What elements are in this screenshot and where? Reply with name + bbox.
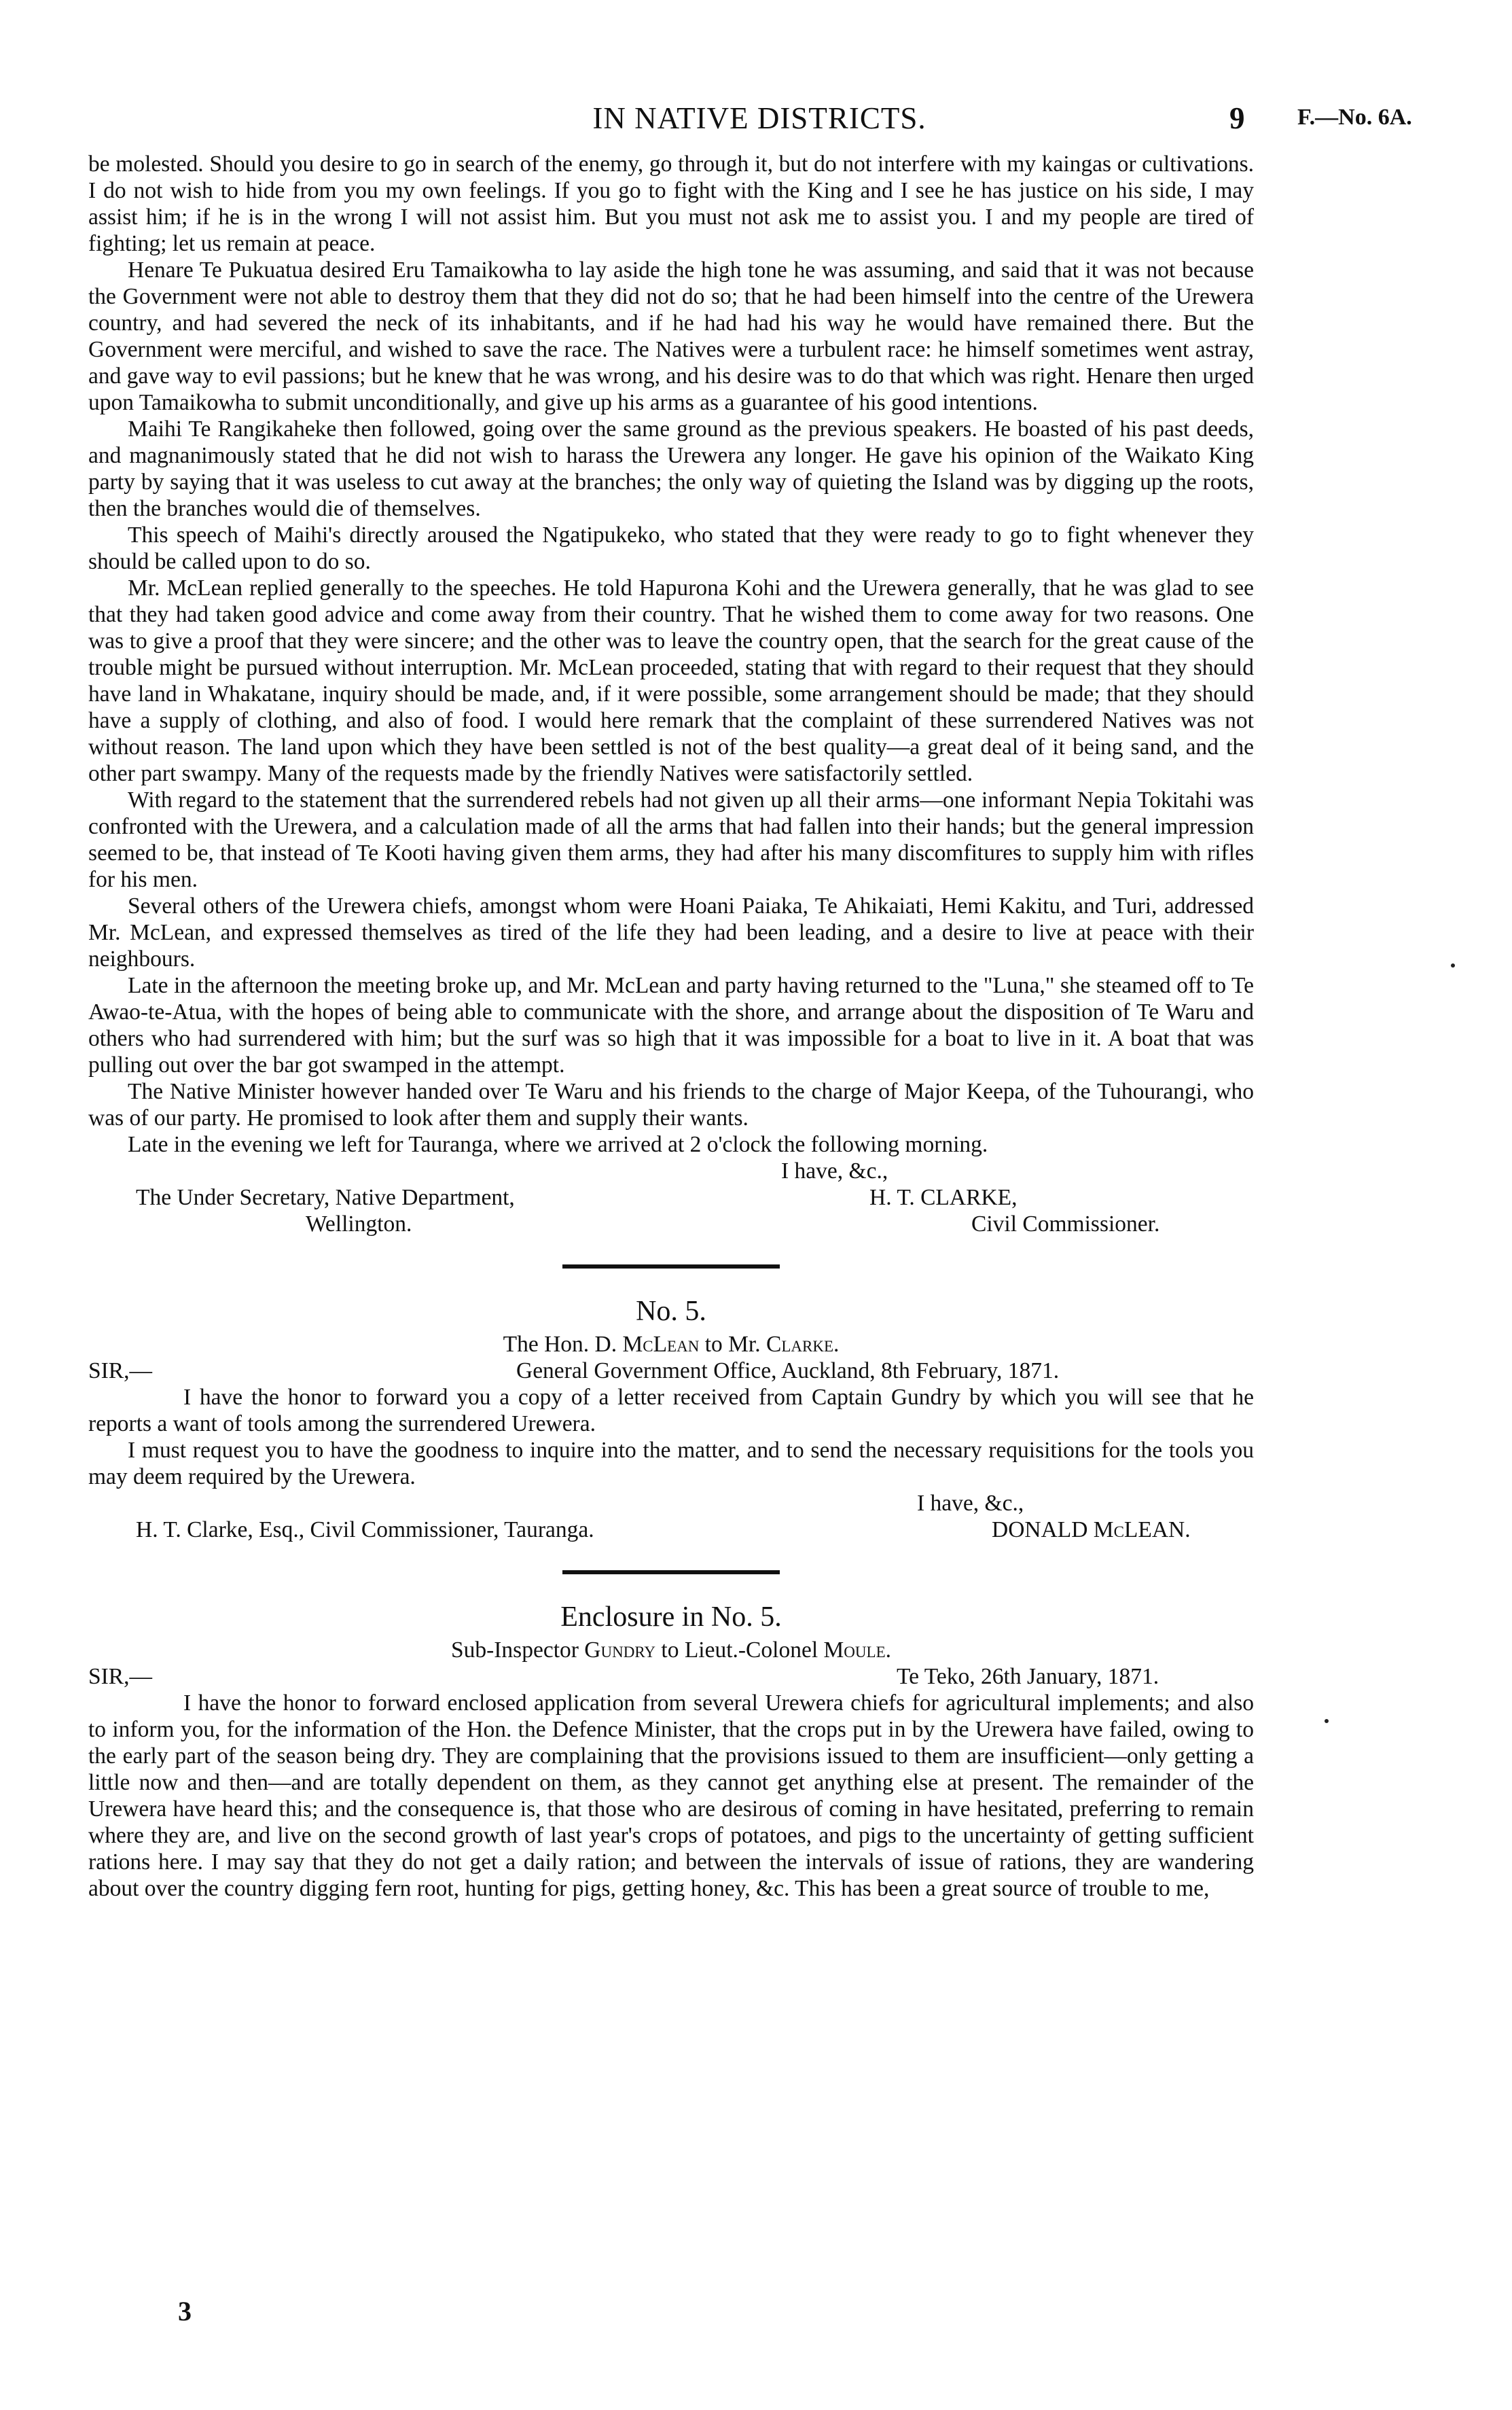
print-speck [1451,963,1455,968]
page-header [88,101,1430,141]
salutation: SIR,— [88,1358,153,1383]
salutation: SIR,— [88,1664,153,1689]
signature-line [88,1211,1254,1237]
paragraph: Late in the afternoon the meeting broke up, and Mr. McLean and party having returned to the "Luna," she steamed off to Te Awao-te-Atua, with the hopes of being able to communicate with the shore, and arrange about the disposition of Te Waru and others who had surrendered with him; but the surf was so high that it was impossible for a boat to live in it. A boat that was pulling out over the bar got swamped in the attempt. [88,973,1254,1078]
paragraph: With regard to the statement that the surrendered rebels had not given up all their arms—one informant Nepia Tokitahi was confronted with the Urewera, and a calculation made of all the arms that had fallen into their hands; but the general impression seemed to be, that instead of Te Kooti having given them arms, they had after his many discomfitures to supply him with rifles for his men. [88,787,1254,892]
closing: I have, &c., [781,1158,888,1184]
subheading-text: . [833,1332,840,1357]
section-divider [562,1264,780,1269]
paragraph: The Native Minister however handed over Te Waru and his friends to the charge of Major Keepa, of the Tuhourangi, who was of our party. He promised to look after them and supply their wants. [88,1079,1254,1131]
print-speck [1325,1719,1329,1723]
addressee: The Under Secretary, Native Department, [136,1185,515,1210]
section-heading: Enclosure in No. 5. [560,1601,782,1633]
paragraph: This speech of Maihi's directly aroused the Ngatipukeko, who stated that they were ready to go to fight whenever they should be called upon to do so. [88,522,1254,574]
parliamentary-reference: F.—No. 6A. [1297,105,1412,130]
addressee: H. T. Clarke, Esq., Civil Commissioner, Tauranga. [136,1517,594,1542]
subheading-text: to Lieut.-Colonel [655,1637,824,1663]
signer: DONALD McLEAN. [992,1517,1191,1542]
signature-line [88,1517,1254,1543]
paragraph: Mr. McLean replied generally to the speeches. He told Hapurona Kohi and the Urewera generally, that he was glad to see that they had taken good advice and come away from their country. That he wished them to come away for two reasons. One was to give a proof that they were sincere; and the other was to leave the country open, that the search for the great cause of the trouble might be pursued without interruption. Mr. McLean proceeded, stating that with regard to their request that they should have land in Whakatane, inquiry should be made, and, if it were possible, some arrangement should be made; that they should have a supply of clothing, and also of food. I would here remark that the complaint of these surrendered Natives was not without reason. The land upon which they have been settled is not of the best quality—a great deal of it being sand, and the other part swampy. Many of the requests made by the friendly Natives were satisfactorily settled. [88,575,1254,786]
paragraph: Several others of the Urewera chiefs, amongst whom were Hoani Paiaka, Te Ahikaiati, Hemi Kakitu, and Turi, addressed Mr. McLean, and expressed themselves as tired of the life they had been leading, and a desire to live at peace with their neighbours. [88,893,1254,972]
signer: H. T. CLARKE, [869,1185,1018,1210]
paragraph: I must request you to have the goodness to inquire into the matter, and to send the necessary requisitions for the tools you may deem required by the Urewera. [88,1438,1254,1489]
addressee-city: Wellington. [306,1211,412,1237]
signature-line [88,1184,1254,1211]
salutation-line [88,1358,1254,1384]
paragraph: Late in the evening we left for Tauranga, where we arrived at 2 o'clock the following morning. [128,1132,988,1157]
salutation-line [88,1663,1254,1690]
signature-number: 3 [178,2296,192,2326]
letter-subheading [88,1637,1254,1663]
section-heading: No. 5. [636,1296,706,1327]
subheading-name: Moule [823,1637,886,1663]
paragraph: be molested. Should you desire to go in search of the enemy, go through it, but do not interfere with my kaingas or cultivations. I do not wish to hide from you my own feelings. If you go to fight with the King and I see he has justice on his side, I may assist him; if he is in the wrong I will not assist him. But you must not ask me to assist you. I and my people are tired of fighting; let us remain at peace. [88,152,1254,256]
page-number: 9 [1229,101,1245,135]
paragraph: Maihi Te Rangikaheke then followed, going over the same ground as the previous speakers. He boasted of his past deeds, and magnanimously stated that he did not wish to harass the Urewera any longer. He gave his opinion of the Waikato King party by saying that it was useless to cut away at the branches; the only way of quieting the Island was by digging up the roots, then the branches would die of themselves. [88,417,1254,521]
subheading-text: The Hon. D. [503,1332,623,1357]
signature-block [88,1158,1254,1184]
signature-block [88,1490,1254,1517]
signer-title: Civil Commissioner. [971,1211,1160,1237]
dateline: Te Teko, 26th January, 1871. [897,1664,1159,1689]
subheading-name: Gundry [584,1637,656,1663]
paragraph: I have the honor to forward you a copy of a letter received from Captain Gundry by which you will see that he reports a want of tools among the surrendered Urewera. [88,1385,1254,1436]
paragraph: Henare Te Pukuatua desired Eru Tamaikowha to lay aside the high tone he was assuming, and said that it was not because the Government were not able to destroy them that they did not do so; that he had been himself into the centre of the Urewera country, and had severed the neck of its inhabitants, and if he had had his way he would have remained there. But the Government were merciful, and wished to save the race. The Natives were a turbulent race: he himself sometimes went astray, and gave way to evil passions; but he knew that he was wrong, and his desire was to do that which was right. Henare then urged upon Tamaikowha to submit unconditionally, and give up his arms as a guarantee of his good intentions. [88,258,1254,415]
running-title: IN NATIVE DISTRICTS. [592,101,926,135]
subheading-text: to Mr. [699,1332,766,1357]
subheading-name: McLean [622,1332,700,1357]
section-divider [562,1570,780,1574]
body-text [88,151,1254,1902]
paragraph: I have the honor to forward enclosed application from several Urewera chiefs for agricultural implements; and also to inform you, for the information of the Hon. the Defence Minister, that the crops put in by the Urewera have failed, owing to the early part of the season being dry. They are complaining that the provisions issued to them are insufficient—only getting a little now and then—and are totally dependent on them, as they cannot get anything else at present. The remainder of the Urewera have heard this; and the consequence is, that those who are desirous of coming in have hesitated, preferring to remain where they are, and live on the second growth of last year's crops of potatoes, and pigs to the uncertainty of getting sufficient rations here. I may say that they do not get a daily ration; and between the intervals of issue of rations, they are wandering about over the country digging fern root, hunting for pigs, getting honey, &c. This has been a great source of trouble to me, [88,1690,1254,1901]
subheading-text: . [885,1637,891,1663]
letter-subheading [88,1331,1254,1358]
subheading-text: Sub-Inspector [450,1637,585,1663]
dateline: General Government Office, Auckland, 8th February, 1871. [516,1358,1060,1383]
closing: I have, &c., [917,1491,1024,1516]
subheading-name: Clarke [766,1332,833,1357]
